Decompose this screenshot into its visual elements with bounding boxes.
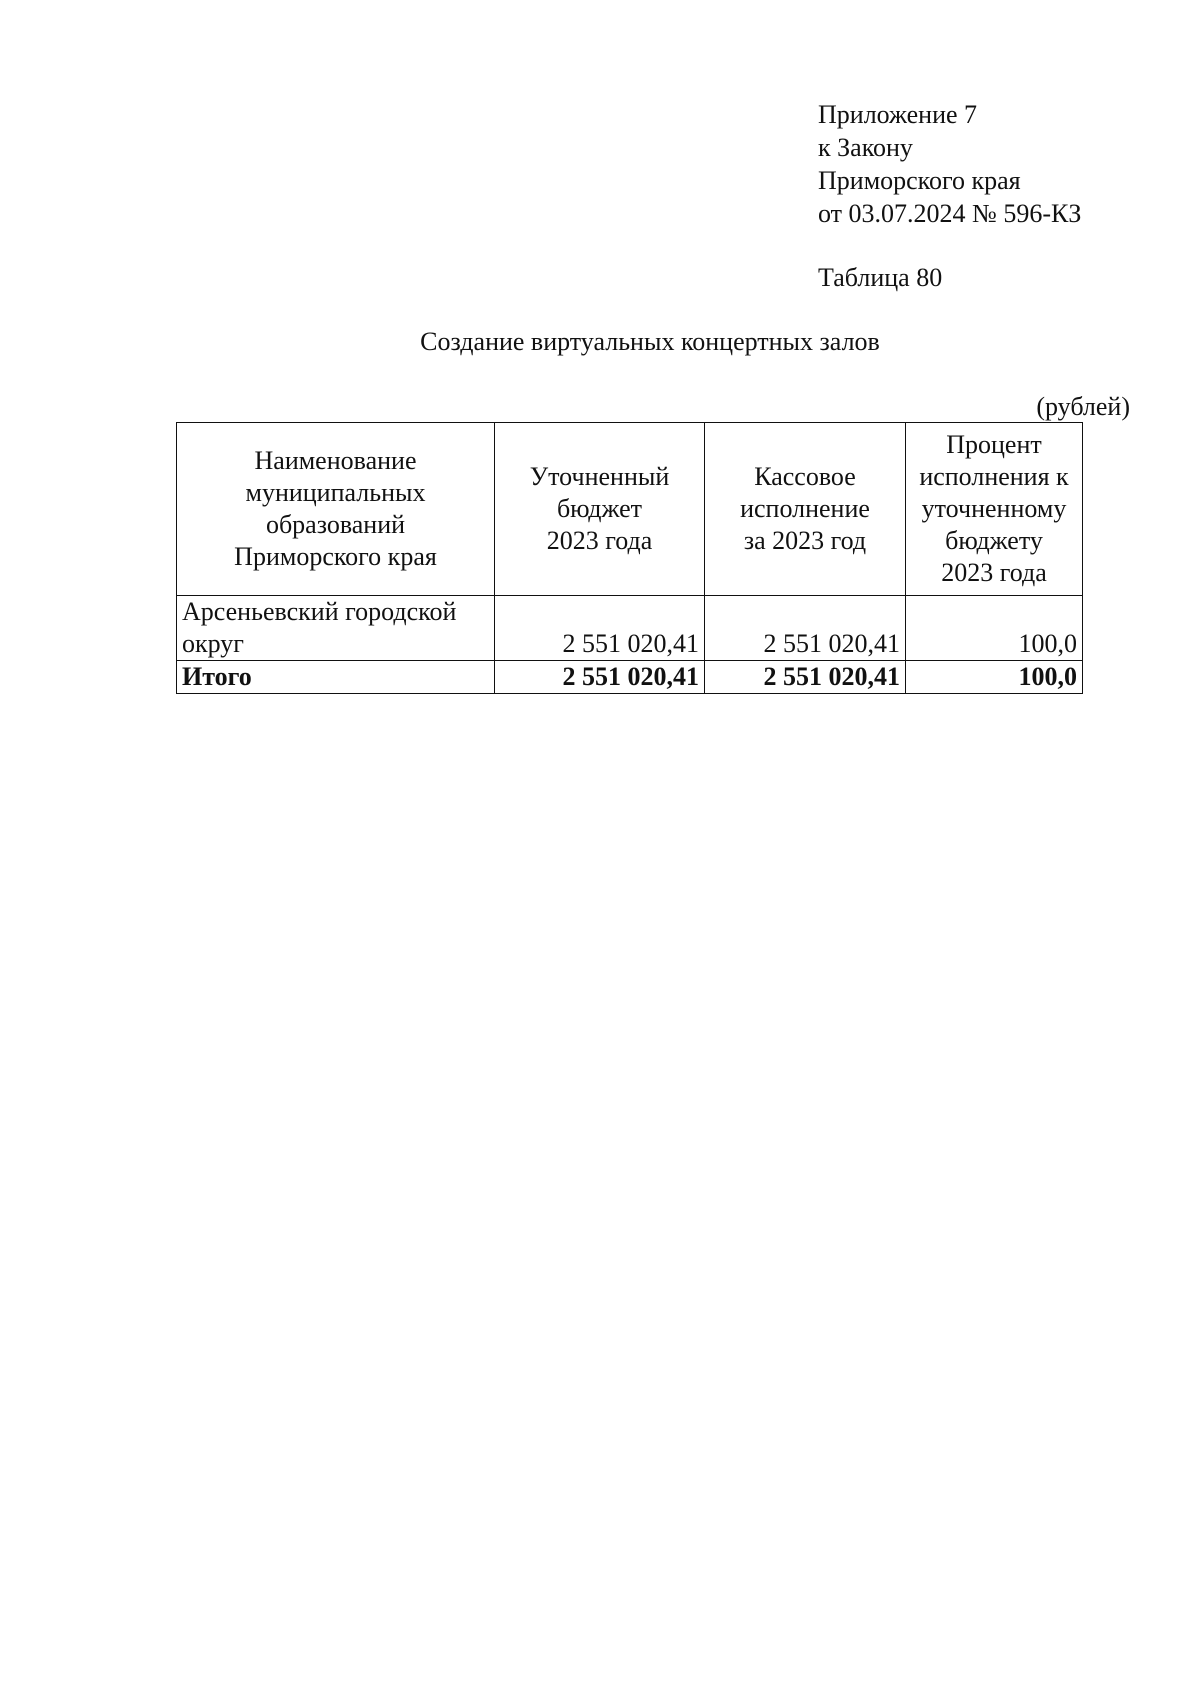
header-line: Приморского края: [234, 542, 437, 571]
header-line: муниципальных: [245, 478, 426, 507]
header-line: Наименование: [254, 446, 417, 475]
budget-cell: 2 551 020,41: [495, 596, 705, 661]
municipality-cell: [177, 596, 495, 661]
appendix-reference: [818, 98, 1081, 230]
header-line: бюджет: [556, 494, 643, 523]
table-number: Таблица 80: [818, 263, 943, 292]
total-label: Итого: [177, 661, 495, 694]
municipality-name-line: округ: [182, 629, 244, 658]
column-header-budget: [495, 423, 705, 596]
appendix-line: Приморского края: [818, 166, 1021, 195]
column-header-municipality: [177, 423, 495, 596]
appendix-line: Приложение 7: [818, 100, 978, 129]
header-line: Процент: [946, 430, 1042, 459]
header-line: исполнение: [740, 494, 870, 523]
total-percent-cell: 100,0: [906, 661, 1083, 694]
header-line: 2023 года: [941, 558, 1047, 587]
table-header-row: [177, 423, 1083, 596]
column-header-percent: [906, 423, 1083, 596]
page-title: Создание виртуальных концертных залов: [420, 327, 880, 356]
header-line: 2023 года: [546, 526, 653, 555]
cash-cell: 2 551 020,41: [705, 596, 906, 661]
header-line: бюджету: [945, 526, 1043, 555]
percent-cell: 100,0: [906, 596, 1083, 661]
header-line: уточненному: [921, 494, 1067, 523]
header-line: Уточненный: [529, 462, 670, 491]
appendix-line: к Закону: [818, 133, 913, 162]
column-header-cash: [705, 423, 906, 596]
table-row: [177, 596, 1083, 661]
units-label: (рублей): [1036, 392, 1130, 421]
header-line: образований: [265, 510, 406, 539]
municipality-name-line: Арсеньевский городской: [182, 597, 457, 626]
total-budget-cell: 2 551 020,41: [495, 661, 705, 694]
header-line: исполнения к: [919, 462, 1069, 491]
appendix-line: от 03.07.2024 № 596-КЗ: [818, 199, 1082, 228]
header-line: за 2023 год: [743, 526, 867, 555]
header-line: Кассовое: [754, 462, 856, 491]
total-row: [177, 661, 1083, 694]
total-cash-cell: 2 551 020,41: [705, 661, 906, 694]
budget-table: [176, 422, 1083, 694]
